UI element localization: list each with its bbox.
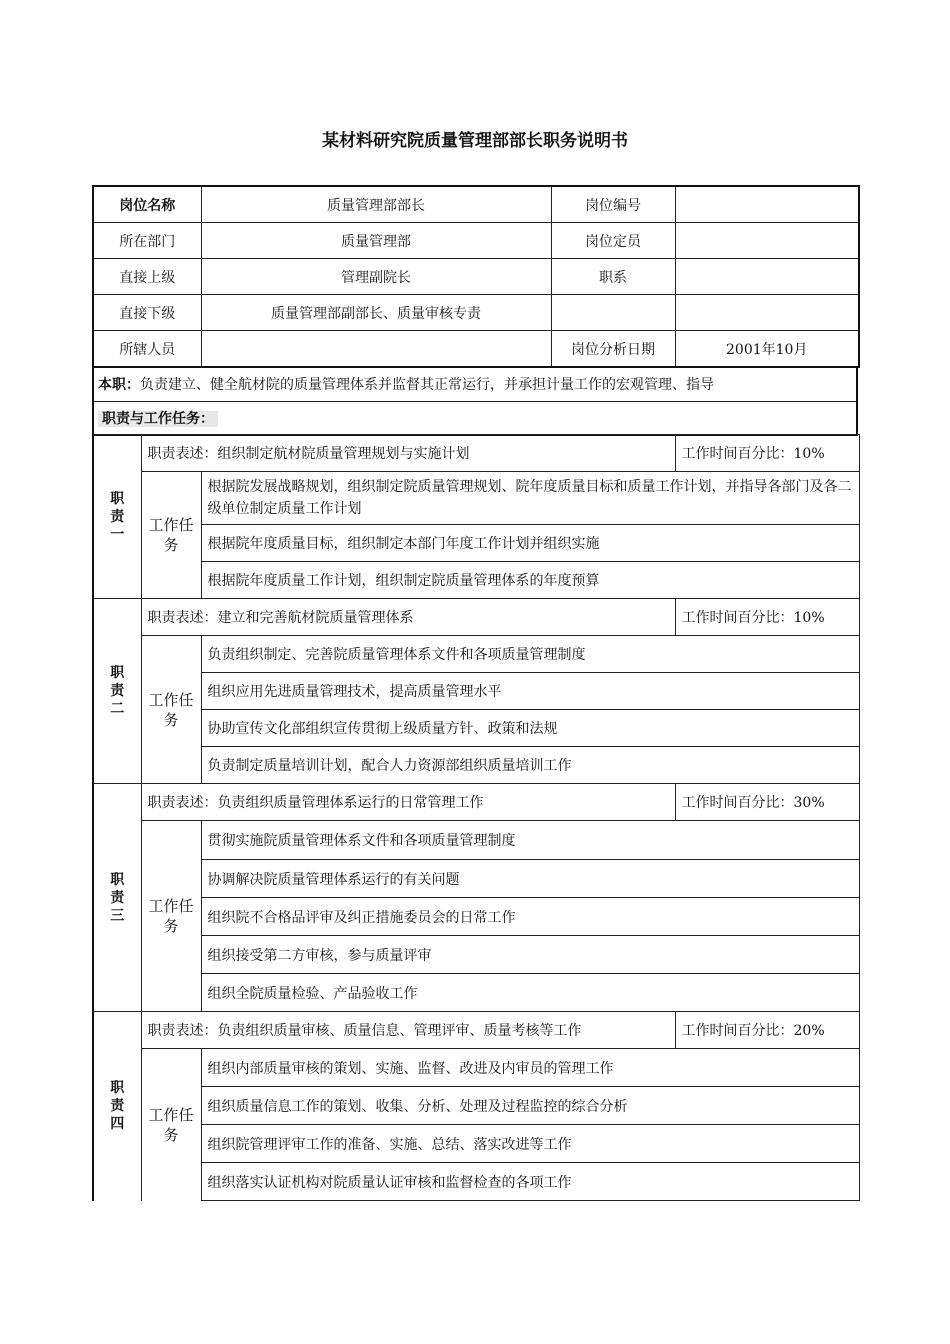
table-row [93, 898, 859, 936]
duty-4-label: 职责四 [110, 1080, 125, 1133]
duty-4-task-2: 组织质量信息工作的策划、收集、分析、处理及过程监控的综合分析 [201, 1087, 859, 1125]
task-label-cell [141, 1049, 201, 1201]
quota-value [675, 223, 859, 259]
duty-2-time: 工作时间百分比：10% [675, 599, 859, 636]
basic-info-table [92, 185, 860, 368]
series-value [675, 259, 859, 295]
duty-4-label-cell [93, 1012, 141, 1201]
dept-value: 质量管理部 [201, 223, 551, 259]
table-row [93, 1012, 859, 1049]
date-label: 岗位分析日期 [551, 331, 675, 368]
post-code-label: 岗位编号 [551, 186, 675, 223]
main-duty-text: 负责建立、健全航材院的质量管理体系并监督其正常运行，并承担计量工作的宏观管理、指导 [140, 377, 714, 394]
table-row [93, 784, 859, 821]
post-name-label: 岗位名称 [93, 186, 201, 223]
table-row [93, 472, 859, 525]
main-duty-table [92, 366, 858, 436]
table-row [93, 435, 859, 472]
table-row [93, 936, 859, 974]
table-row [93, 974, 859, 1012]
duty-1-task-2: 根据院年度质量目标，组织制定本部门年度工作计划并组织实施 [201, 525, 859, 562]
staff-label: 所辖人员 [93, 331, 201, 368]
page-title: 某材料研究院质量管理部部长职务说明书 [322, 131, 628, 151]
table-row [93, 401, 857, 435]
quota-label: 岗位定员 [551, 223, 675, 259]
table-row [93, 599, 859, 636]
table-row [93, 1049, 859, 1087]
table-row [93, 821, 859, 860]
staff-value [201, 331, 551, 368]
duties-header: 职责与工作任务： [98, 411, 218, 427]
duty-4-time: 工作时间百分比：20% [675, 1012, 859, 1049]
duty-3-task-4: 组织接受第二方审核，参与质量评审 [201, 936, 859, 974]
table-row [93, 1087, 859, 1125]
duty-1-task-3: 根据院年度质量工作计划，组织制定院质量管理体系的年度预算 [201, 562, 859, 599]
duty-3-time: 工作时间百分比：30% [675, 784, 859, 821]
duty-1-time: 工作时间百分比：10% [675, 435, 859, 472]
table-row [93, 860, 859, 898]
duty-2-label: 职责二 [110, 665, 125, 717]
table-row [93, 747, 859, 784]
duty-3-label: 职责三 [110, 871, 125, 924]
table-row [93, 186, 859, 223]
task-label: 工作任务 [148, 516, 194, 554]
duty-4-task-1: 组织内部质量审核的策划、实施、监督、改进及内审员的管理工作 [201, 1049, 859, 1087]
duty-2-task-1: 负责组织制定、完善院质量管理体系文件和各项质量管理制度 [201, 636, 859, 673]
table-row [93, 636, 859, 673]
superior-label: 直接上级 [93, 259, 201, 295]
series-label: 职系 [551, 259, 675, 295]
task-label-cell [141, 472, 201, 599]
table-row [93, 673, 859, 710]
duties-table [92, 434, 860, 1201]
duty-3-label-cell [93, 784, 141, 1012]
empty-cell [675, 295, 859, 331]
table-row [93, 1163, 859, 1201]
duty-2-task-3: 协助宣传文化部组织宣传贯彻上级质量方针、政策和法规 [201, 710, 859, 747]
table-row [93, 223, 859, 259]
dept-label: 所在部门 [93, 223, 201, 259]
duty-1-task-1: 根据院发展战略规划，组织制定院质量管理规划、院年度质量目标和质量工作计划，并指导各部门及各二级单位制定质量工作计划 [201, 472, 859, 525]
task-label-cell [141, 821, 201, 1012]
table-row [93, 562, 859, 599]
task-label: 工作任务 [148, 1105, 194, 1144]
duty-3-task-3: 组织院不合格品评审及纠正措施委员会的日常工作 [201, 898, 859, 936]
post-name-value: 质量管理部部长 [201, 186, 551, 223]
duties-header-cell [93, 401, 857, 435]
duty-3-task-5: 组织全院质量检验、产品验收工作 [201, 974, 859, 1012]
date-value: 2001年10月 [675, 331, 859, 368]
duty-2-label-cell [93, 599, 141, 784]
post-code-value [675, 186, 859, 223]
duty-2-task-4: 负责制定质量培训计划，配合人力资源部组织质量培训工作 [201, 747, 859, 784]
table-row [93, 295, 859, 331]
table-row [93, 710, 859, 747]
job-description-form [92, 185, 858, 1201]
subordinate-value: 质量管理部副部长、质量审核专责 [201, 295, 551, 331]
empty-cell [551, 295, 675, 331]
subordinate-label: 直接下级 [93, 295, 201, 331]
table-row [93, 367, 857, 401]
task-label: 工作任务 [148, 690, 194, 729]
table-row [93, 331, 859, 368]
task-label: 工作任务 [148, 897, 194, 935]
superior-value: 管理副院长 [201, 259, 551, 295]
main-duty-label: 本职： [98, 377, 140, 394]
table-row [93, 259, 859, 295]
duty-4-task-3: 组织院管理评审工作的准备、实施、总结、落实改进等工作 [201, 1125, 859, 1163]
duty-2-statement: 职责表述：建立和完善航材院质量管理体系 [141, 599, 675, 636]
duty-1-label: 职责一 [110, 490, 125, 543]
duty-4-task-4: 组织落实认证机构对院质量认证审核和监督检查的各项工作 [201, 1163, 859, 1201]
task-label-cell [141, 636, 201, 784]
main-duty-cell [93, 367, 857, 401]
duty-3-task-1: 贯彻实施院质量管理体系文件和各项质量管理制度 [201, 821, 859, 860]
duty-4-statement: 职责表述：负责组织质量审核、质量信息、管理评审、质量考核等工作 [141, 1012, 675, 1049]
duty-1-label-cell [93, 435, 141, 599]
table-row [93, 525, 859, 562]
duty-2-task-2: 组织应用先进质量管理技术，提高质量管理水平 [201, 673, 859, 710]
duty-1-statement: 职责表述：组织制定航材院质量管理规划与实施计划 [141, 435, 675, 472]
duty-3-statement: 职责表述：负责组织质量管理体系运行的日常管理工作 [141, 784, 675, 821]
table-row [93, 1125, 859, 1163]
duty-3-task-2: 协调解决院质量管理体系运行的有关问题 [201, 860, 859, 898]
